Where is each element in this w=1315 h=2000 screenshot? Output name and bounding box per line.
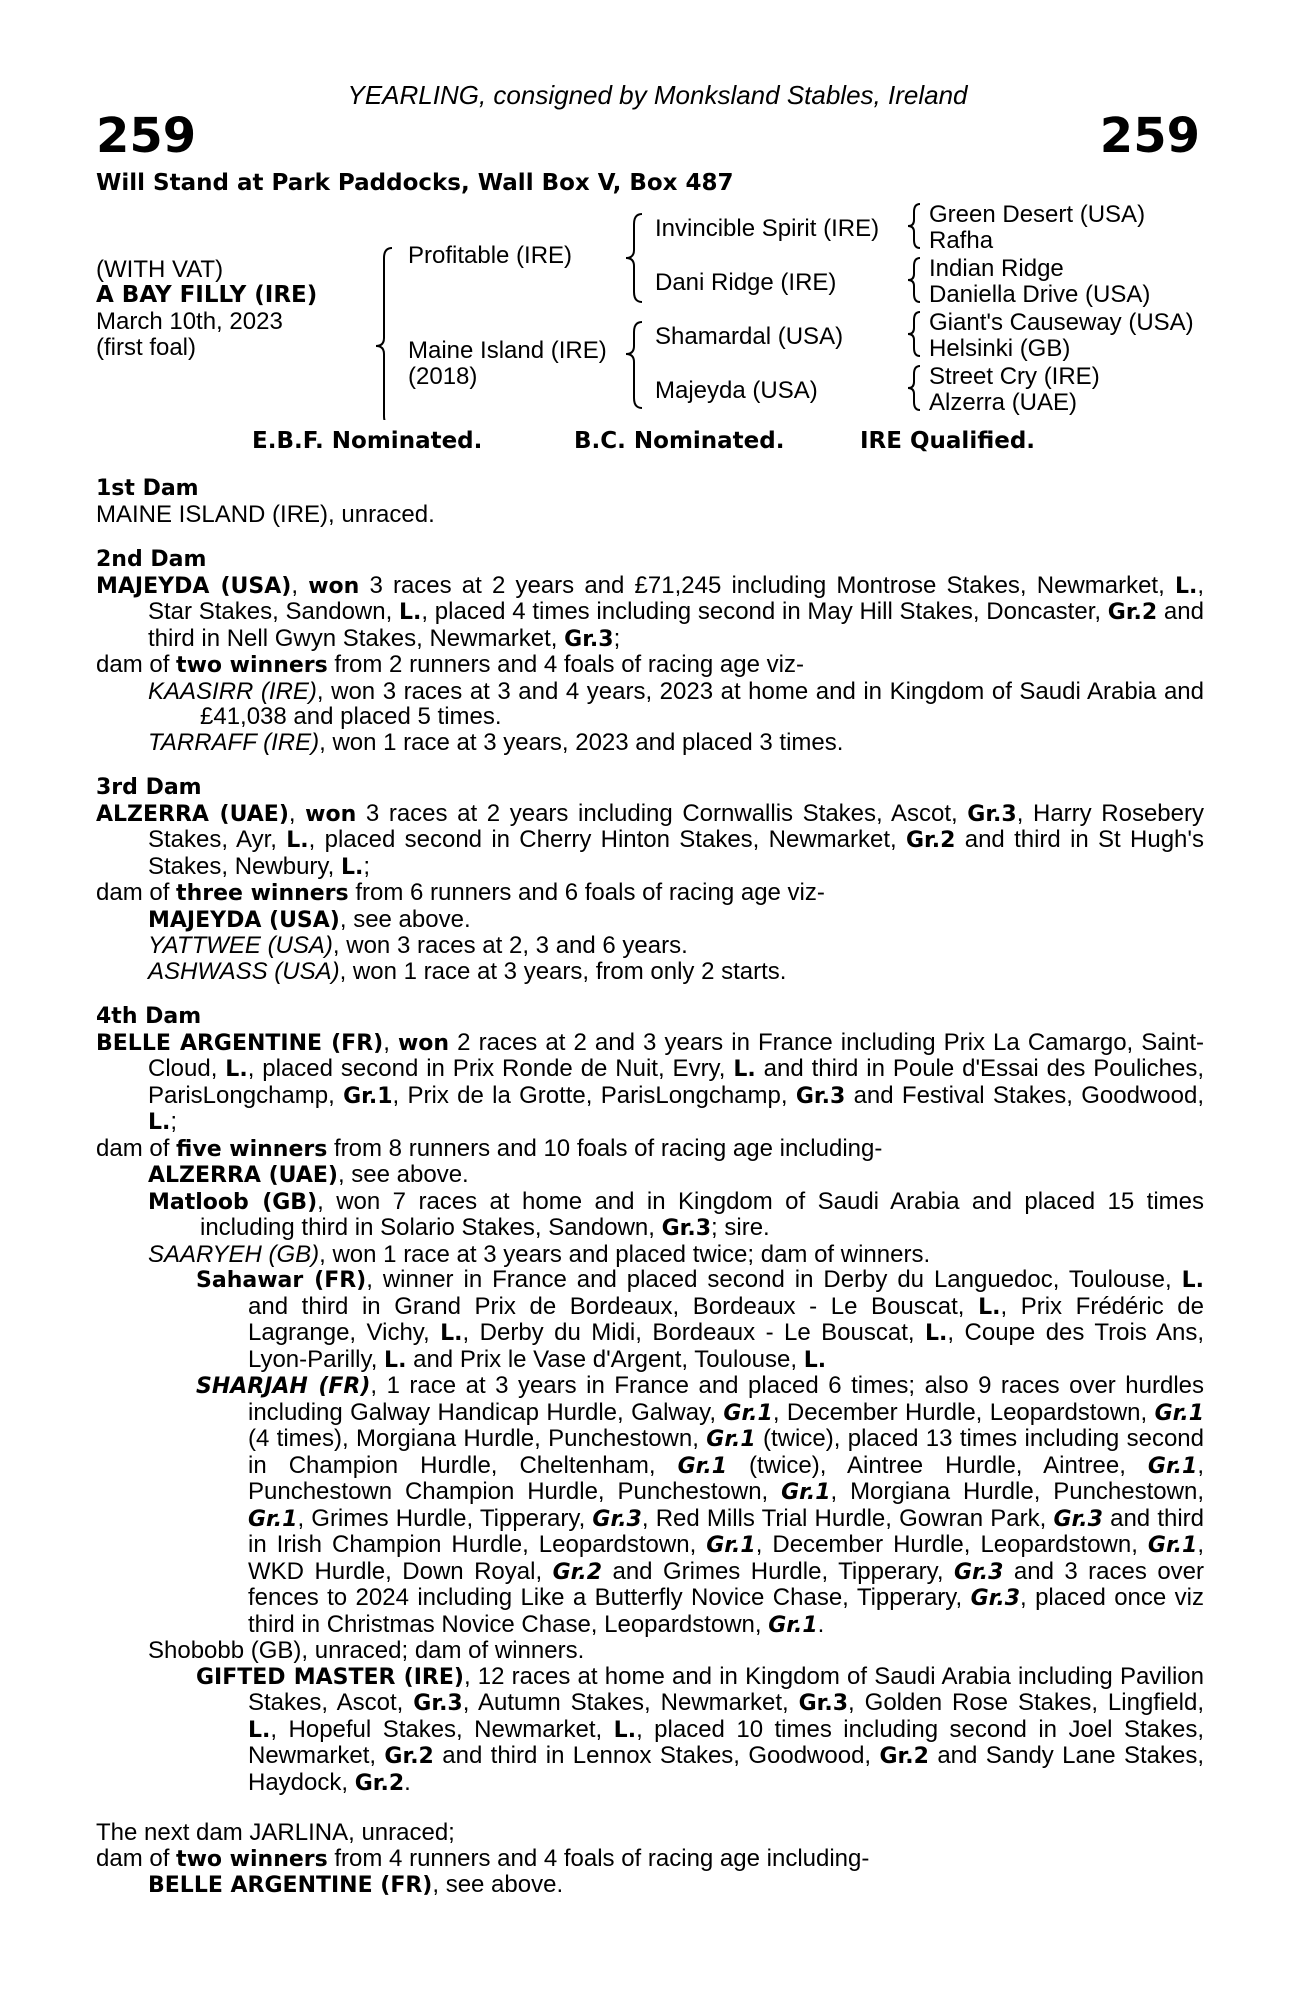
third-dam-heading: 3rd Dam xyxy=(96,775,202,800)
second-dam-won: won xyxy=(308,573,360,599)
list-item: TARRAFF (IRE), won 1 race at 3 years, 2023 and placed 3 times. xyxy=(148,728,844,756)
next-dam-produce: dam of two winners from 4 runners and 4 foals of racing age including- xyxy=(96,1844,870,1872)
pedigree-g1: Green Desert (USA) xyxy=(929,201,1146,228)
catalogue-body xyxy=(96,476,1204,1899)
list-item: SHARJAH (FR), 1 race at 3 years in France and placed 6 times; also 9 races over hurdles including Galway Handicap Hurdle, Galway, Gr.1, December Hurdle, Leopardstown, Gr.1 (4 times), Morgiana Hurdle, Punchestown, Gr.1 (twice), placed 13 times including second in Champion Hurdle, Cheltenham, Gr.1 (twice), Aintree Hurdle, Aintree, Gr.1, Punchestown Champion Hurdle, Punchestown, Gr.1, Morgiana Hurdle, Punchestown, Gr.1, Grimes Hurdle, Tipperary, Gr.3, Red Mills Trial Hurdle, Gowran Park, Gr.3 and third in Irish Champion Hurdle, Leopardstown, Gr.1, December Hurdle, Leopardstown, Gr.1, WKD Hurdle, Down Royal, Gr.2 and Grimes Hurdle, Tipperary, Gr.3 and 3 races over fences to 2024 including Like a Butterfly Novice Chase, Tipperary, Gr.3, placed once viz third in Christmas Novice Chase, Leopardstown, Gr.1. xyxy=(196,1372,1205,1638)
pedigree-g4: Daniella Drive (USA) xyxy=(929,281,1151,308)
fourth-dam-name: BELLE ARGENTINE (FR) xyxy=(96,1030,384,1056)
list-item: Sahawar (FR), winner in France and placed second in Derby du Languedoc, Toulouse, L. and third in Grand Prix de Bordeaux, Bordeaux - Le Bouscat, L., Prix Frédéric de Lagrange, Vichy, L., Derby du Midi, Bordeaux - Le Bouscat, L., Coupe des Trois Ans, Lyon-Parilly, L. and Prix le Vase d'Argent, Toulouse, L. xyxy=(196,1266,1205,1373)
ebf-nomination: E.B.F. Nominated. xyxy=(252,428,483,454)
foal-note: (first foal) xyxy=(96,334,197,361)
pedigree-dam-year: (2018) xyxy=(408,363,478,390)
fourth-dam-produce: dam of five winners from 8 runners and 10 foals of racing age including- xyxy=(96,1134,883,1162)
second-dam-name: MAJEYDA (USA) xyxy=(96,573,292,599)
second-dam-record: MAJEYDA (USA), won 3 races at 2 years and £71,245 including Montrose Stakes, Newmarket, L., Star Stakes, Sandown, L., placed 4 times including second in May Hill Stakes, Doncaster, Gr.2 and third in Nell Gwyn Stakes, Newmarket, Gr.3; xyxy=(96,571,1204,652)
second-dam-produce: dam of two winners from 2 runners and 4 foals of racing age viz- xyxy=(96,651,804,678)
list-item: BELLE ARGENTINE (FR), see above. xyxy=(148,1871,564,1898)
fourth-dam-record: BELLE ARGENTINE (FR), won 2 races at 2 and 3 years in France including Prix La Camargo, Saint-Cloud, L., placed second in Prix Ronde de Nuit, Evry, L. and third in Poule d'Essai des Pouliches, ParisLongchamp, Gr.1, Prix de la Grotte, ParisLongchamp, Gr.3 and Festival Stakes, Goodwood, L.; xyxy=(96,1028,1205,1135)
horse-dob: March 10th, 2023 xyxy=(96,308,283,335)
lot-number-right: 259 xyxy=(1099,108,1200,164)
pedigree-dam-dam: Majeyda (USA) xyxy=(655,377,818,404)
list-item: ASHWASS (USA), won 1 race at 3 years, from only 2 starts. xyxy=(148,957,787,985)
second-dam-section xyxy=(96,547,1204,755)
list-item: YATTWEE (USA), won 3 races at 2, 3 and 6 years. xyxy=(148,932,688,959)
third-dam-record: ALZERRA (UAE), won 3 races at 2 years including Cornwallis Stakes, Ascot, Gr.3, Harry Rosebery Stakes, Ayr, L., placed second in Cherry Hinton Stakes, Newmarket, Gr.2 and third in St Hugh's Stakes, Newbury, L.; xyxy=(96,799,1204,880)
list-item: MAJEYDA (USA), see above. xyxy=(148,905,471,933)
vat-note: (WITH VAT) xyxy=(96,256,224,283)
lot-number-left: 259 xyxy=(96,108,197,164)
consignment-line: YEARLING, consigned by Monksland Stables, Ireland xyxy=(347,80,968,110)
third-dam-section xyxy=(96,775,1204,984)
list-item: Matloob (GB), won 7 races at home and in Kingdom of Saudi Arabia and placed 15 times including third in Solario Stakes, Sandown, Gr.3; sire. xyxy=(148,1187,1204,1241)
second-dam-heading: 2nd Dam xyxy=(96,547,207,572)
pedigree-dam-name: Maine Island (IRE) xyxy=(408,337,607,364)
pedigree-sire-sire: Invincible Spirit (IRE) xyxy=(655,215,880,242)
pedigree-g3: Indian Ridge xyxy=(929,255,1064,282)
pedigree-sire-dam: Dani Ridge (IRE) xyxy=(655,269,837,296)
next-dam-text: The next dam JARLINA, unraced; xyxy=(96,1819,455,1846)
horse-name: A BAY FILLY (IRE) xyxy=(96,282,318,308)
bc-nomination: B.C. Nominated. xyxy=(574,428,785,454)
first-dam-section xyxy=(96,476,1204,527)
first-dam-text: MAINE ISLAND (IRE), unraced. xyxy=(96,500,435,528)
third-dam-name: ALZERRA (UAE) xyxy=(96,801,289,827)
first-dam-heading: 1st Dam xyxy=(96,476,199,501)
list-item: ALZERRA (UAE), see above. xyxy=(148,1161,469,1188)
list-item: Shobobb (GB), unraced; dam of winners. xyxy=(148,1637,585,1664)
list-item: GIFTED MASTER (IRE), 12 races at home and in Kingdom of Saudi Arabia including Pavilion Stakes, Ascot, Gr.3, Autumn Stakes, Newmarket, Gr.3, Golden Rose Stakes, Lingfield, L., Hopeful Stakes, Newmarket, L., placed 10 times including second in Joel Stakes, Newmarket, Gr.2 and third in Lennox Stakes, Goodwood, Gr.2 and Sandy Lane Stakes, Haydock, Gr.2. xyxy=(196,1662,1204,1796)
pedigree-g5: Giant's Causeway (USA) xyxy=(929,309,1194,336)
stand-location: Will Stand at Park Paddocks, Wall Box V, Box 487 xyxy=(96,170,734,196)
pedigree-g6: Helsinki (GB) xyxy=(929,335,1071,362)
pedigree-g2: Rafha xyxy=(929,227,994,254)
list-item: KAASIRR (IRE), won 3 races at 3 and 4 years, 2023 at home and in Kingdom of Saudi Arabia and £41,038 and placed 5 times. xyxy=(148,677,1204,730)
pedigree-g7: Street Cry (IRE) xyxy=(929,363,1100,390)
pedigree-dam-sire: Shamardal (USA) xyxy=(655,323,844,350)
next-dam-section xyxy=(96,1820,1204,1899)
list-item: SAARYEH (GB), won 1 race at 3 years and placed twice; dam of winners. xyxy=(148,1240,931,1268)
fourth-dam-section xyxy=(96,1004,1204,1796)
pedigree-g8: Alzerra (UAE) xyxy=(929,389,1078,416)
fourth-dam-heading: 4th Dam xyxy=(96,1004,202,1029)
pedigree-sire: Profitable (IRE) xyxy=(408,242,573,269)
ire-qualified: IRE Qualified. xyxy=(860,428,1036,454)
third-dam-produce: dam of three winners from 6 runners and 6 foals of racing age viz- xyxy=(96,879,825,906)
